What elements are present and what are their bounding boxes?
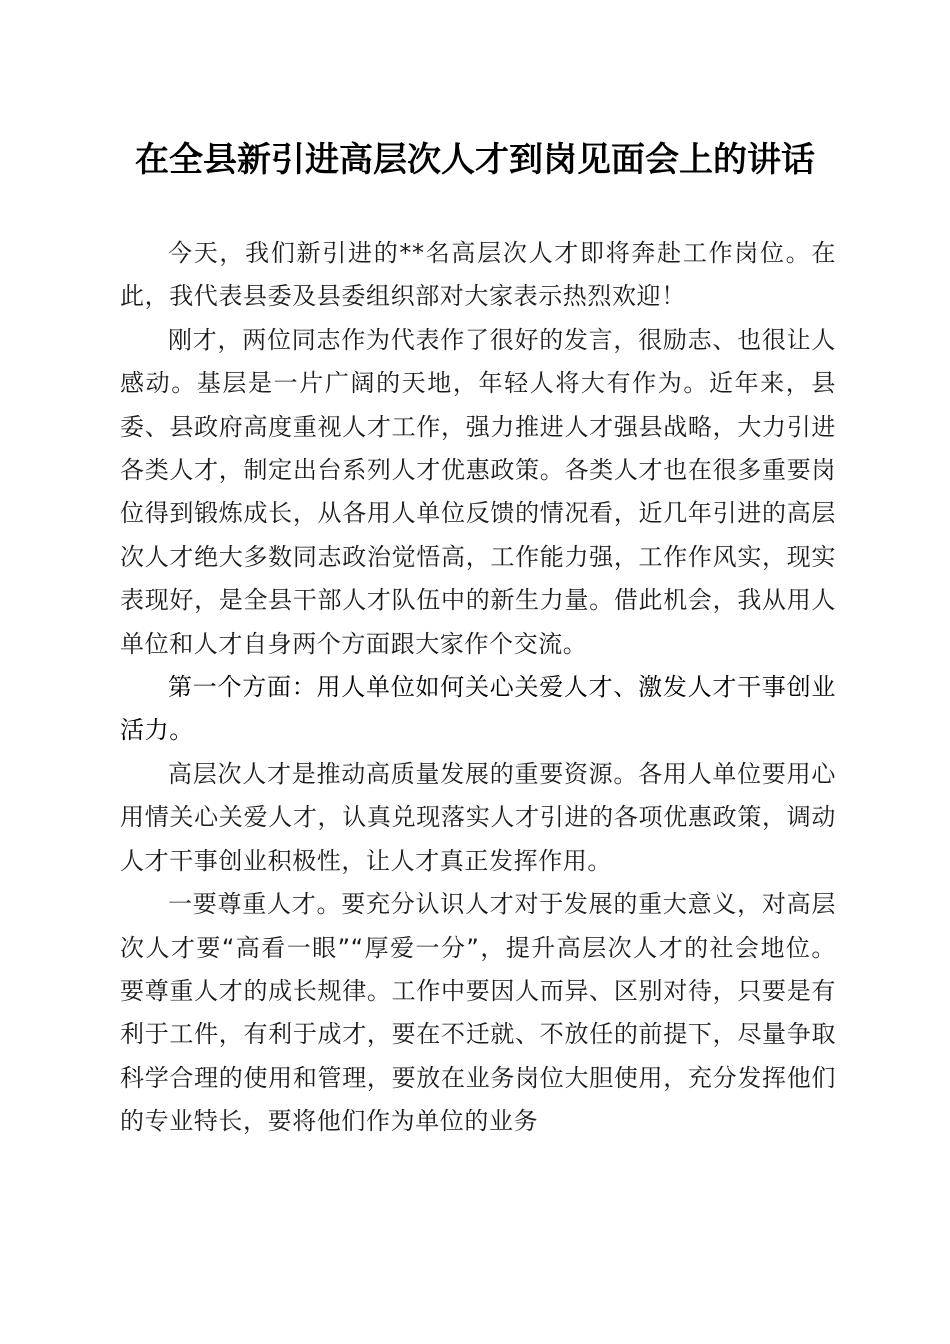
- document-body: [120, 232, 836, 1144]
- paragraph-talent-resource: 高层次人才是推动高质量发展的重要资源。各用人单位要用心用情关心关爱人才，认真兑现落实人才引进的各项优惠政策，调动人才干事创业积极性，让人才真正发挥作用。: [120, 759, 836, 875]
- section-heading-first-aspect: 第一个方面：用人单位如何关心关爱人才、激发人才干事创业活力。: [120, 673, 836, 745]
- document-title: 在全县新引进高层次人才到岗见面会上的讲话: [135, 140, 815, 180]
- paragraph-respect-talent: 一要尊重人才。要充分认识人才对于发展的重大意义，对高层次人才要“高看一眼”“厚爱一分”，提升高层次人才的社会地位。要尊重人才的成长规律。工作中要因人而异、区别对待，只要是有利于工件，有利于成才，要在不迁就、不放任的前提下，尽量争取科学合理的使用和管理，要放在业务岗位大胆使用，充分发挥他们的专业特长，要将他们作为单位的业务: [120, 890, 836, 1136]
- paragraph-introduction: 刚才，两位同志作为代表作了很好的发言，很励志、也很让人感动。基层是一片广阔的天地，年轻人将大有作为。近年来，县委、县政府高度重视人才工作，强力推进人才强县战略，大力引进各类人才，制定出台系列人才优惠政策。各类人才也在很多重要岗位得到锻炼成长，从各用人单位反馈的情况看，近几年引进的高层次人才绝大多数同志政治觉悟高，工作能力强，工作作风实，现实表现好，是全县干部人才队伍中的新生力量。借此机会，我从用人单位和人才自身两个方面跟大家作个交流。: [120, 325, 836, 658]
- paragraph-welcome: 今天，我们新引进的**名高层次人才即将奔赴工作岗位。在此，我代表县委及县委组织部对大家表示热烈欢迎！: [120, 239, 836, 311]
